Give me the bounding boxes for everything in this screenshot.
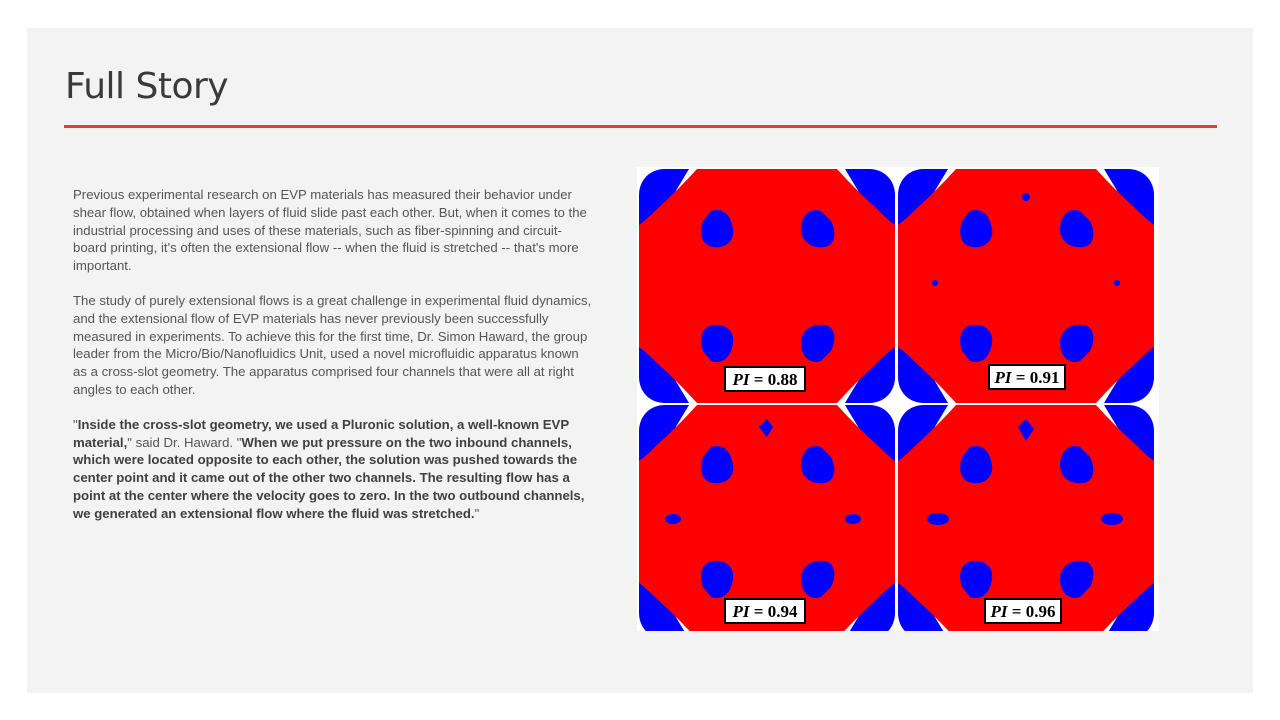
label-4-var: PI — [990, 602, 1008, 621]
quote-bold-1: Inside the cross-slot geometry, we used a Pluronic solution, a well-known EVP material, — [73, 416, 569, 450]
body-text — [73, 186, 593, 540]
slide-title: Full Story — [65, 66, 229, 107]
svg-text:PI = 0.91 — [994, 368, 1060, 387]
paragraph-1: Previous experimental research on EVP materials has measured their behavior under shear flow, obtained when layers of fluid slide past each other. But, when it comes to the industrial processing and uses of these materials, such as fiber-spinning and circuit-board printing, it's often the extensional flow -- when the fluid is stretched -- that's more important. — [73, 187, 587, 274]
cross-slot-flow-figure — [637, 167, 1159, 631]
svg-text:PI = 0.94 — [732, 602, 798, 621]
label-1-var: PI — [732, 370, 750, 389]
flow-simulation-image — [637, 167, 1159, 631]
label-2-var: PI — [994, 368, 1012, 387]
slide — [27, 28, 1253, 693]
label-3-var: PI — [732, 602, 750, 621]
paragraph-2: The study of purely extensional flows is a great challenge in experimental fluid dynamics, and the extensional flow of EVP materials has never previously been successfully measured in experiments. To achieve this for the first time, Dr. Simon Haward, the group leader from the Micro/Bio/Nanofluidics Unit, used a novel microfluidic apparatus known as a cross-slot geometry. The apparatus comprised four channels that were all at right angles to each other. — [73, 292, 592, 397]
quote-close: " — [474, 505, 480, 521]
label-4-value: = 0.96 — [1007, 602, 1056, 621]
label-1-value: = 0.88 — [749, 370, 798, 389]
label-box-3 — [725, 599, 805, 623]
paragraph-3-quote — [73, 416, 593, 523]
panel-pi-094 — [639, 405, 895, 631]
label-box-4 — [985, 599, 1061, 623]
quote-open: " — [73, 416, 78, 432]
svg-text:PI = 0.96 — [990, 602, 1056, 621]
svg-text:PI = 0.88 — [732, 370, 798, 389]
title-underline — [64, 125, 1217, 128]
quote-bold-2: When we put pressure on the two inbound channels, which were located opposite to each other, the solution was pushed towards the center point and it came out of the other two channels. The resulting flow has a point at the center where the velocity goes to zero. In the two outbound channels, we generated an extensional flow where the fluid was stretched. — [73, 434, 585, 521]
label-box-1 — [725, 367, 805, 391]
panel-pi-096 — [898, 405, 1154, 631]
label-3-value: = 0.94 — [749, 602, 798, 621]
label-2-value: = 0.91 — [1011, 368, 1060, 387]
quote-attribution: " said Dr. Haward. " — [127, 434, 242, 450]
label-box-2 — [989, 365, 1065, 389]
